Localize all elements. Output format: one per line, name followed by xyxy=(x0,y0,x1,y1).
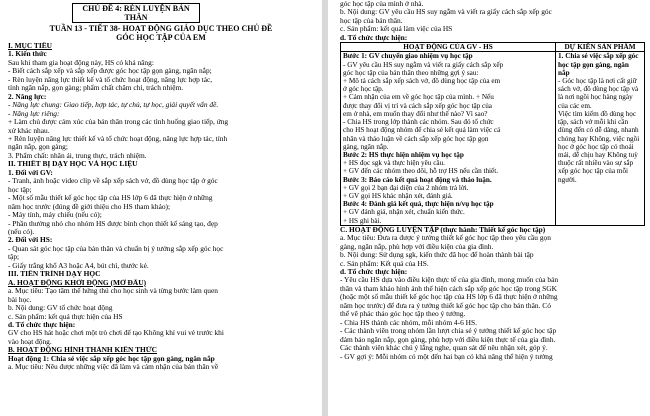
text-line: nắp xyxy=(558,68,570,77)
text-line: xử khác nhau. xyxy=(8,126,50,135)
text-line: góc học tập của bản thân theo những gợi ý sau: xyxy=(343,68,479,77)
text-line: em ở nhà, em muốn thay đổi như thế nào? Vì sao? xyxy=(343,109,488,118)
table-header-row xyxy=(341,43,645,52)
text-line: cho HS hoạt động nhóm để chia sẻ kết quả làm việc cá xyxy=(343,126,501,135)
text-line: là nơi ngồi học hàng ngày xyxy=(558,93,633,102)
text-line: c. Sản phẩm: kết quả thực hiện của HS xyxy=(8,312,123,321)
text-line: d. Tổ chức thực hiện: xyxy=(8,320,76,329)
text-line: + GV đánh giá, nhận xét, chuẩn kiến thức. xyxy=(343,208,465,217)
text-line: tính ngăn nắp, gọn gàng; phẩm chất chăm chỉ, trách nhiệm. xyxy=(8,84,184,93)
text-line: năm học trước (đúng đề giới thiệu cho HS tham khảo); xyxy=(8,202,171,211)
text-line: Hoạt động 1: Chia sẻ việc sắp xếp góc học tập gọn gàng, ngăn nắp xyxy=(8,354,215,363)
text-line: a. Mục tiêu: Nêu được những việc đã làm và cảm nhận của bản thân về xyxy=(8,363,219,372)
cell-activity xyxy=(341,52,556,225)
text-line: GV cho HS hát hoặc chơi một trò chơi để tạo Không khí vui vẻ trước khi xyxy=(8,329,224,338)
text-line: 1. Kiến thức xyxy=(8,50,47,59)
text-line: - Các thành viên trong nhóm lần lượt chia sẻ ý tưởng thiết kế góc học tập xyxy=(340,327,557,336)
text-line: - Rèn luyện năng lực thiết kế và tổ chức hoạt động, năng lực hợp tác, xyxy=(8,75,213,84)
text-line: học tập; xyxy=(8,185,32,194)
text-line: c. Sản phẩm: kết quả làm việc của HS xyxy=(340,25,453,34)
text-line: người. xyxy=(558,175,577,184)
text-line: Việc tìm kiếm đồ dùng học xyxy=(558,109,637,118)
text-line: - GV yêu cầu HS suy ngẫm và viết ra giấy cách sắp xếp xyxy=(343,60,504,69)
text-line: II. THIẾT BỊ DẠY HỌC VÀ HỌC LIỆU xyxy=(8,160,138,169)
text-line: (hoặc một số mẫu thiết kế góc học tập của HS lớp 6 đã thực hiện ở những xyxy=(340,293,558,302)
text-line: xếp góc học tập của mỗi xyxy=(558,167,629,176)
text-line: - Quan sát góc học tập của bản thân và chuẩn bị ý tưởng sắp xếp góc học xyxy=(8,244,224,253)
text-line: vào hoạt động. xyxy=(8,337,52,346)
text-line: gàng, ngăn nắp. xyxy=(343,142,389,151)
text-line: học tập gọn gàng, ngăn xyxy=(558,60,629,69)
text-line: b. Nội dung: GV yêu cầu HS suy ngẫm và viết ra giấy cách sắp xếp góc xyxy=(340,8,552,17)
text-line: được thay đổi vị trí và cách sắp xếp góc học tập của xyxy=(343,101,492,110)
text-line: A. HOẠT ĐỘNG KHỞI ĐỘNG (MỞ ĐẦU) xyxy=(8,278,147,287)
text-line: 1. Chia sẻ việc sắp xếp góc xyxy=(558,52,639,61)
text-line: + Làm chủ được cảm xúc của bản thân trong các tình huống giao tiếp, ứng xyxy=(8,118,229,127)
text-line: bài học. xyxy=(8,295,32,304)
text-line: Các thành viên khác chú ý lắng nghe, quan sát để nêu nhận xét, góp ý. xyxy=(340,344,548,353)
text-line: Sau khi tham gia hoạt động này, HS có khả năng: xyxy=(8,58,154,67)
text-line: dùng đến có dễ dàng, nhanh xyxy=(558,126,639,135)
text-line: Bước 3: Báo cáo kết quả hoạt động và thảo luận. xyxy=(343,175,492,184)
text-line: Bước 4: Đánh giá kết quả, thực hiện n/vụ học tập xyxy=(343,200,494,209)
text-line: thân và tham khảo hình ảnh thể hiện cách sắp xếp góc học tập trong SGK xyxy=(340,284,557,293)
text-line: III. TIẾN TRÌNH DẠY HỌC xyxy=(8,270,101,279)
text-line: d. Tổ chức thực hiện: xyxy=(340,33,408,42)
text-line: + HS đọc sgk và thực hiện yêu cầu. xyxy=(343,159,445,168)
cell-product xyxy=(556,52,645,225)
text-line: - Năng lực riêng: xyxy=(8,109,60,118)
text-line: Bước 1: GV chuyển giao nhiệm vụ học tập xyxy=(343,52,473,61)
text-line: thể vẽ phác thảo góc học tập theo ý tưởng. xyxy=(340,310,466,319)
text-line: d. Tổ chức thực hiện: xyxy=(340,268,408,276)
text-line: 1. Đối với GV: xyxy=(8,168,53,177)
table-row xyxy=(341,52,645,225)
text-line: a. Mục tiêu: Tạo tâm thế hứng thú cho học sinh và từng bước làm quen xyxy=(8,287,218,296)
text-line: B. HOẠT ĐỘNG HÌNH THÀNH KIẾN THỨC xyxy=(8,346,157,355)
lesson-title-line: GÓC HỌC TẬP CỦA EM xyxy=(116,33,206,42)
text-line: - Chia HS trong lớp thành các nhóm. Sau đó tổ chức xyxy=(343,118,494,127)
text-line: tập, sách vở mỗi khi cần xyxy=(558,118,629,127)
text-line: chóng hay Không, việc ngồi xyxy=(558,134,640,143)
text-line: học ở góc học tập có thoải xyxy=(558,142,634,151)
activity-table xyxy=(340,42,645,225)
left-body-text xyxy=(8,42,314,372)
text-line: - Biết cách sắp xếp và sắp xếp được góc học tập gọn gàng, ngăn nắp; xyxy=(8,67,212,76)
text-line: năm học trước) để đưa ra ý tưởng thiết kế góc học tập cho bản thân. Có xyxy=(340,301,551,310)
text-line: sách vở, đồ dùng học tập và xyxy=(558,85,639,94)
text-line: - Yêu cầu HS dựa vào điều kiện thực tế của gia đình, mong muốn của bản xyxy=(340,276,559,285)
text-line: Bước 2: HS thực hiện nhiệm vụ học tập xyxy=(343,150,464,159)
text-line: + Mô tả cách sắp xếp sách vở, đồ dùng học tập của em xyxy=(343,77,501,86)
text-line: tập; xyxy=(8,253,20,262)
text-line: b. Nội dung: GV tổ chức hoạt động xyxy=(8,304,113,313)
text-line: + GV gọi 2 bạn đại diện của 2 nhóm trả lời. xyxy=(343,183,469,192)
topic-heading: CHỦ ĐỀ 4: RÈN LUYỆN BẢN THÂN xyxy=(72,3,200,23)
text-line: ngăn nắp, gọn gàng; xyxy=(8,143,68,152)
text-line: - Góc học tập là nơi cất giữ xyxy=(558,77,637,86)
text-line: - Giấy trắng khổ A3 hoặc A4, bút chì, thước kẻ. xyxy=(8,261,149,270)
right-top-text xyxy=(340,0,644,42)
text-line: - Chia HS thành các nhóm, mỗi nhóm 4-6 HS. xyxy=(340,318,477,327)
text-line: của các em. xyxy=(558,101,592,110)
text-line: C. HOẠT ĐỘNG LUYỆN TẬP (thực hành: Thiết kế góc học tập) xyxy=(340,225,546,234)
document-page-left xyxy=(0,0,322,416)
text-line: c. Sản phẩm: Kết quả của HS. xyxy=(340,259,429,268)
text-line: - Máy tính, máy chiếu (nếu có); xyxy=(8,211,102,220)
lesson-title-line: TUẦN 13 - TIẾT 38- HOẠT ĐỘNG GIÁO DỤC THEO CHỦ ĐỀ xyxy=(49,24,273,33)
text-line: - Một số mẫu thiết kế góc học tập của HS lớp 6 đã thực hiện ở những xyxy=(8,194,213,203)
header-activity: HOẠT ĐỘNG CỦA GV - HS xyxy=(341,43,556,52)
text-line: nhân và thảo luận về cách sắp xếp góc học tập gọn xyxy=(343,134,489,143)
text-line: mái, dễ chịu hay Không tuỳ xyxy=(558,150,638,159)
text-line: + GV gọi HS khác nhận xét, đánh giá. xyxy=(343,191,453,200)
document-page-right xyxy=(328,0,650,416)
text-line: + Cảm nhận của em về góc học tập của mình. + Nếu xyxy=(343,93,494,102)
right-bottom-text xyxy=(340,226,644,361)
text-line: gàng, ngăn nắp, phù hợp với điều kiện của gia đình. xyxy=(340,242,494,251)
text-line: - GV gợi ý: Mỗi nhóm có một đến hai bạn có khả năng thể hiện ý tưởng xyxy=(340,352,553,361)
text-line: 2. Đối với HS: xyxy=(8,236,53,245)
text-line: 2. Năng lực: xyxy=(8,92,47,101)
text-line: a. Mục tiêu: Đưa ra được ý tưởng thiết kế góc học tập theo yêu cầu gọn xyxy=(340,234,551,243)
text-line: ở góc học tập. xyxy=(343,85,384,94)
text-line: + Rèn luyện năng lực thiết kế và tổ chức hoạt động, năng lực hợp tác, tính xyxy=(8,134,228,143)
text-line: - Tranh, ảnh hoặc video clip về sắp xếp sách vở, đồ dùng học tập ở góc xyxy=(8,177,218,186)
text-line: học tập của bản thân. xyxy=(340,16,403,25)
text-line: đảm bảo ngăn nắp, gọn gàng, phù hợp với điều kiện thực tế của gia đình. xyxy=(340,335,556,344)
text-line: góc học tập của mình ở nhà. xyxy=(340,0,424,8)
text-line: - Năng lực chung: Giao tiếp, hợp tác, tự chủ, tự học, giải quyết vấn đề. xyxy=(8,101,219,110)
text-line: + GV đến các nhóm theo dõi, hỗ trợ HS nếu cần thiết. xyxy=(343,167,499,176)
lesson-title xyxy=(8,24,314,42)
text-line: I. MỤC TIÊU xyxy=(8,42,53,50)
text-line: - Phần thưởng nhỏ cho nhóm HS được bình chọn thiết kế sáng tạo, đẹp xyxy=(8,219,218,228)
text-line: (nếu có). xyxy=(8,227,35,236)
text-line: 3. Phẩm chất: nhân ái, trung thực, trách nhiệm. xyxy=(8,151,147,160)
text-line: + HS ghi bài. xyxy=(343,216,382,225)
text-line: thuộc rất nhiều vào sự sắp xyxy=(558,159,634,168)
header-product: DỰ KIẾN SẢN PHẨM xyxy=(556,43,645,52)
text-line: b. Nội dung: Sử dụng sgk, kiến thức đã học để hoàn thành bài tập xyxy=(340,251,534,260)
